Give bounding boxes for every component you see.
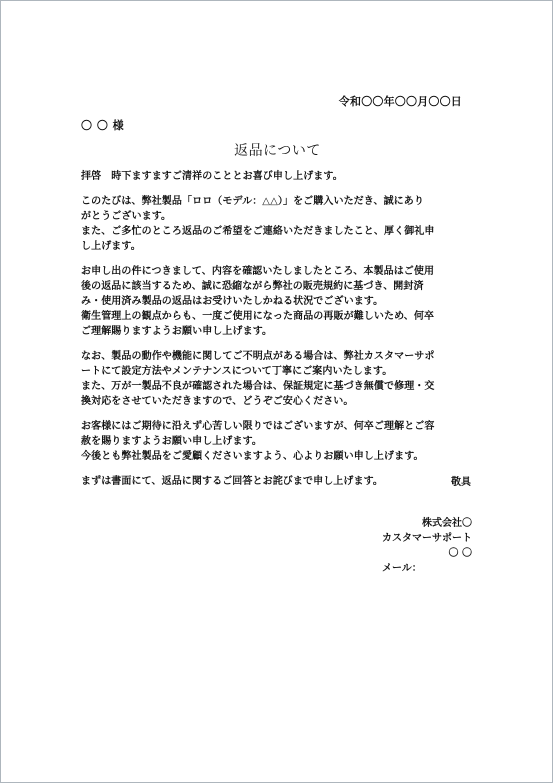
return-policy-paragraph [81, 264, 476, 339]
closing-keigu: 敬具 [451, 477, 471, 488]
letter-date: 令和〇〇年〇〇月〇〇日 [338, 95, 462, 108]
text-line: このたびは、弊社製品「ロロ（モデル：△△）」をご購入いただき、誠にあり [81, 196, 424, 207]
text-line: 赦を賜りますようお願い申し上げます。 [81, 436, 262, 447]
signature-department: カスタマーサポート [382, 533, 472, 544]
text-line: お申し出の件につきまして、内容を確認いたしましたところ、本製品はご使用 [81, 266, 435, 277]
signature-block [382, 516, 472, 576]
conclusion-paragraph [81, 474, 476, 489]
text-line: がとうございます。 [81, 211, 172, 222]
text-line: また、万が一製品不良が確認された場合は、保証規定に基づき無償で修理・交 [81, 381, 435, 392]
support-paragraph [81, 349, 476, 409]
recipient-name: 〇 〇 様 [81, 119, 125, 132]
letter-title: 返品について [234, 143, 321, 159]
text-line: 今後とも弊社製品をご愛顧くださいますよう、心よりお願い申し上げます。 [81, 451, 424, 462]
signature-email-label: メール： [382, 563, 422, 574]
text-line: なお、製品の動作や機能に関してご不明点がある場合は、弊社カスタマーサポ [81, 351, 435, 362]
text-line: 衛生管理上の観点からも、一度ご使用になった商品の再販が難しいため、何卒 [81, 311, 435, 322]
text-line: ご理解賜りますようお願い申し上げます。 [81, 326, 273, 337]
text-line: 換対応をさせていただきますので、どうぞご安心ください。 [81, 396, 354, 407]
text-line: また、ご多忙のところ返品のご希望をご連絡いただきましたこと、厚く御礼申 [81, 226, 435, 237]
text-line: ートにて設定方法やメンテナンスについて丁寧にご案内いたします。 [81, 366, 393, 377]
text-line: み・使用済み製品の返品はお受けいたしかねる状況でございます。 [81, 296, 384, 307]
apology-paragraph [81, 419, 476, 464]
greeting-paragraph [81, 169, 476, 184]
text-line: 後の返品に該当するため、誠に恐縮ながら弊社の販売規約に基づき、開封済 [81, 281, 424, 292]
text-line: お客様にはご期待に沿えず心苦しい限りではございますが、何卒ご理解とご容 [81, 421, 435, 432]
letter-body [81, 169, 476, 499]
purchase-thanks-paragraph [81, 194, 476, 254]
signature-name: 〇 〇 [448, 548, 472, 559]
text-line: 拝啓 時下ますますご清祥のこととお喜び申し上げます。 [81, 171, 343, 182]
text-line: まずは書面にて、返品に関するご回答とお詫びまで申し上げます。 [81, 476, 383, 487]
signature-company: 株式会社〇 [422, 518, 472, 529]
text-line: し上げます。 [81, 241, 141, 252]
